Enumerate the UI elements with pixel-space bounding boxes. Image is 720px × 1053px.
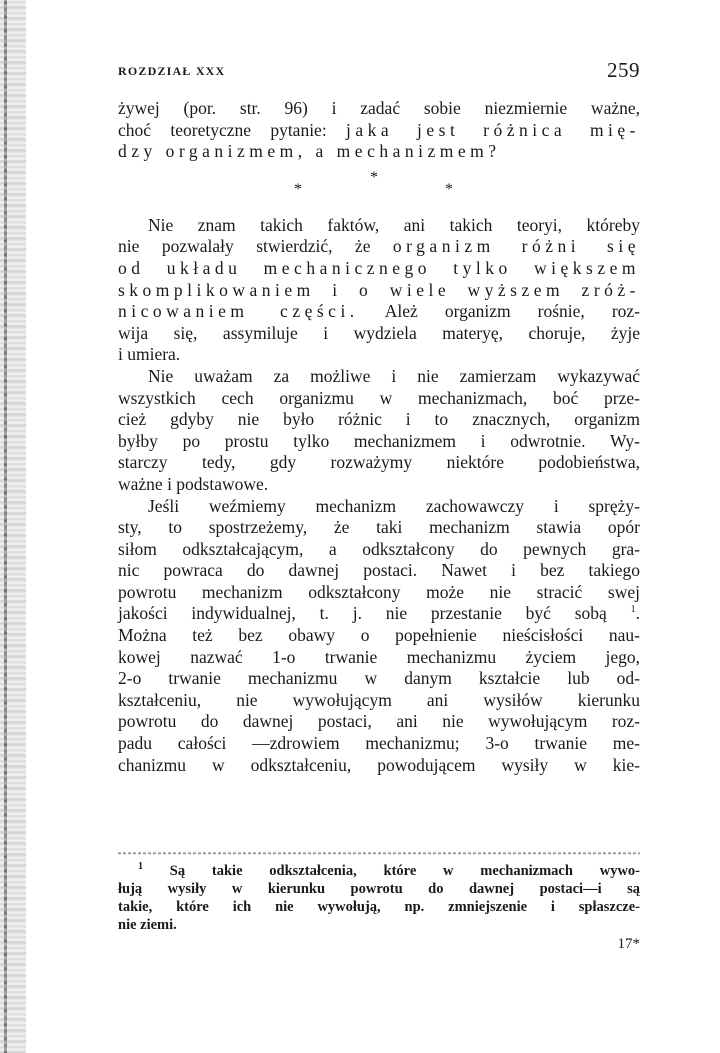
section-star: * (294, 180, 302, 198)
footnote-divider (118, 850, 640, 856)
footnote (118, 862, 640, 934)
body-text: jakości indywidualnej, t. j. nie przestanie być sobą (118, 603, 607, 624)
footnote-line: nie ziemi. (118, 917, 177, 933)
body-line: kowej nazwać 1-o trwanie mechanizmu życiem jego, (118, 646, 640, 667)
book-binding-edge (0, 0, 26, 1053)
section-break-stars (118, 167, 640, 209)
body-line: powrotu do dawnej postaci, ani nie wywołującym roz- (118, 711, 640, 732)
body-line: od układu mechanicznego tylko większem (118, 257, 640, 278)
body-line: siłom odkształcającym, a odkształcony do pewnych gra- (118, 538, 640, 559)
footnote-text: Są takie odkształcenia, które w mechanizmach wywo- (169, 863, 640, 879)
body-line (118, 141, 640, 163)
body-line: skomplikowaniem i o wiele wyższem zróż- (118, 279, 640, 300)
body-line (118, 301, 640, 323)
body-line: Można też bez obawy o popełnienie nieścisłości nau- (118, 625, 640, 646)
body-text: choć teoretyczne pytanie: (118, 119, 327, 140)
emphasized-text: organizm różni się (392, 236, 640, 257)
footnote-reference: 1 (630, 604, 636, 616)
footnote-marker: 1 (138, 861, 143, 873)
emphasized-text: jaka jest różnica mię- (346, 119, 641, 140)
body-line: Jeśli weźmiemy mechanizm zachowawczy i spręży- (148, 495, 640, 516)
body-line: sty, to spostrzeżemy, że taki mechanizm stawia opór (118, 517, 640, 538)
body-line: byłby po prostu tylko mechanizmem i odwrotnie. Wy- (118, 430, 640, 451)
body-line: Nie uważam za możliwe i nie zamierzam wykazywać (148, 365, 640, 386)
body-line: żywej (por. str. 96) i zadać sobie niezmiernie ważne, (118, 98, 640, 118)
body-line: Nie znam takich faktów, ani takich teoryi, któreby (148, 214, 640, 235)
footnote-line: łują wysiły w kierunku powrotu do dawnej postaci—i są (118, 881, 640, 897)
page-body (118, 98, 640, 776)
body-text: Ależ organizm rośnie, roz- (384, 301, 640, 322)
body-line: nic powraca do dawnej postaci. Nawet i bez takiego (118, 560, 640, 581)
running-head: ROZDZIAŁ XXX (118, 64, 226, 78)
body-line: wszystkich cech organizmu w mechanizmach, boć prze- (118, 387, 640, 408)
section-star: * (445, 180, 453, 198)
body-line: chanizmu w odkształceniu, powodującem wysiły w kie- (118, 754, 640, 775)
footnote-line (118, 862, 640, 880)
body-line: powrotu mechanizm odkształcony może nie stracić swej (118, 581, 640, 602)
body-line: ważne i podstawowe. (118, 473, 269, 494)
body-line: kształceniu, nie wywołującym ani wysiłów kierunku (118, 689, 640, 710)
section-star: * (370, 168, 378, 186)
body-line: wija się, assymiluje i wydziela materyę, choruje, żyje (118, 322, 640, 343)
page-number: 259 (607, 58, 640, 82)
body-line (118, 120, 640, 142)
body-line: starczy tedy, gdy rozważymy niektóre podobieństwa, (118, 452, 640, 473)
body-line: padu całości —zdrowiem mechanizmu; 3-o trwanie me- (118, 733, 640, 754)
page-header (118, 58, 640, 88)
emphasized-text: nicowaniem części. (118, 301, 359, 322)
body-line: jakości indywidualnej, t. j. nie przestanie być sobą $^1$. (118, 603, 641, 624)
body-text: nie pozwalały stwierdzić, że (118, 236, 371, 257)
printer-signature: 17* (617, 936, 640, 952)
footnote-line: takie, które ich nie wywołują, np. zmniejszenie i spłaszcze- (118, 899, 640, 915)
body-line: 2-o trwanie mechanizmu w danym kształcie lub od- (118, 668, 640, 689)
emphasized-text: dzy organizmem, a mechanizmem? (118, 141, 501, 162)
body-line: cież gdyby nie było różnic i to znacznych, organizm (118, 409, 640, 430)
body-line (118, 236, 640, 258)
body-line: i umiera. (118, 344, 181, 365)
